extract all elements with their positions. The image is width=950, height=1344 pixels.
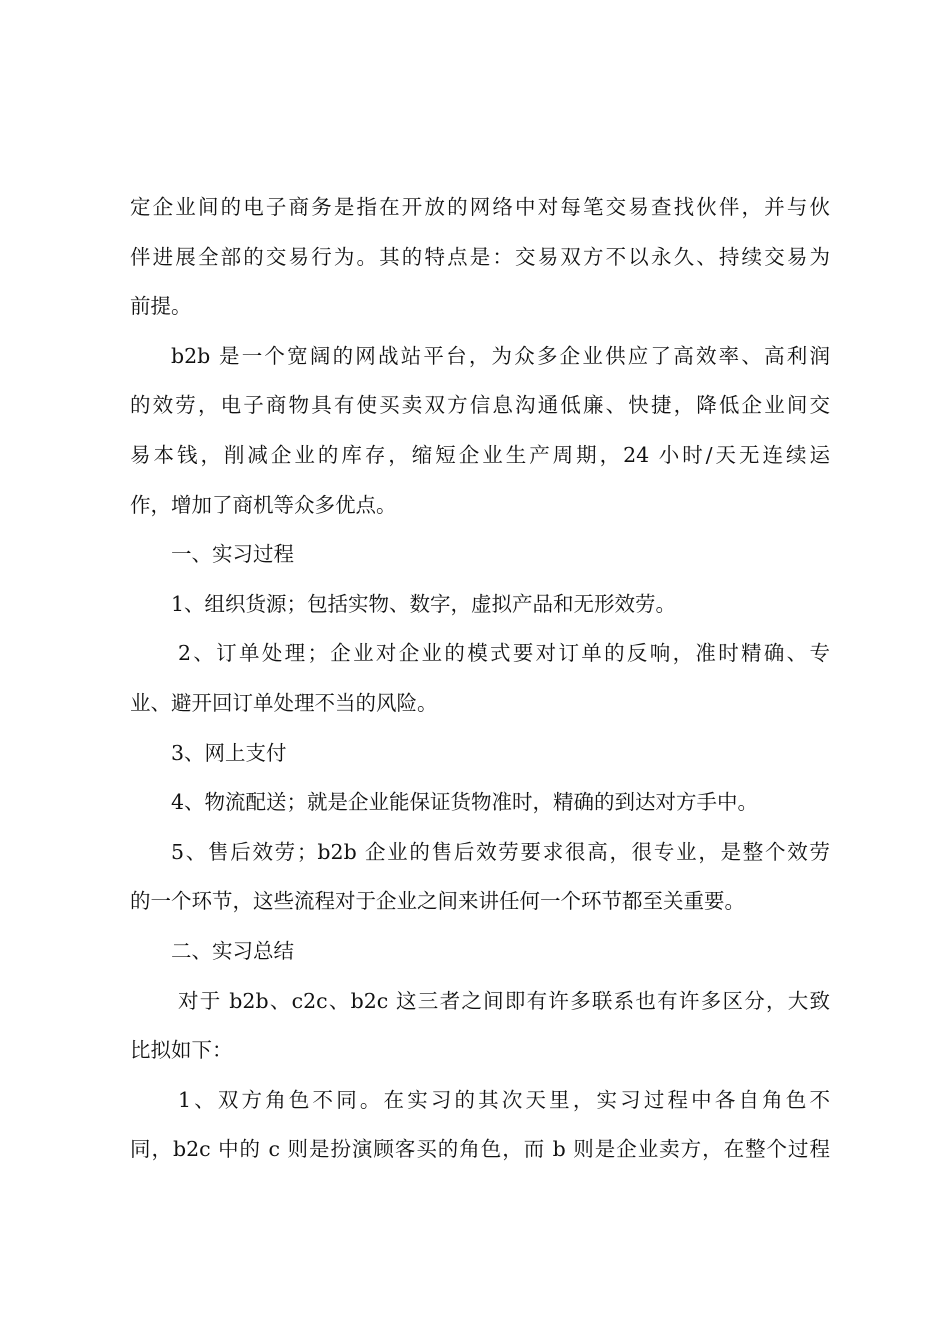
text-line: b2b 是一个宽阔的网战站平台，为众多企业供应了高效率、高利润 bbox=[171, 343, 830, 368]
list-item: 1、双方角色不同。在实习的其次天里，实习过程中各自角色不 bbox=[178, 1087, 830, 1112]
section-heading: 二、实习总结 bbox=[171, 938, 294, 963]
list-item: 5、售后效劳；b2b 企业的售后效劳要求很高，很专业，是整个效劳 bbox=[171, 839, 830, 864]
text-line: 同，b2c 中的 c 则是扮演顾客买的角色，而 b 则是企业卖方，在整个过程 bbox=[130, 1137, 830, 1162]
text-line: 伴进展全部的交易行为。其的特点是：交易双方不以永久、持续交易为 bbox=[130, 244, 830, 269]
text-line: 定企业间的电子商务是指在开放的网络中对每笔交易查找伙伴，并与伙 bbox=[130, 195, 830, 219]
list-item: 4、物流配送；就是企业能保证货物准时，精确的到达对方手中。 bbox=[171, 790, 759, 815]
text-line: 的一个环节，这些流程对于企业之间来讲任何一个环节都至关重要。 bbox=[130, 889, 745, 914]
list-item: 2、订单处理；企业对企业的模式要对订单的反响，准时精确、专 bbox=[178, 641, 830, 666]
list-item: 1、组织货源；包括实物、数字，虚拟产品和无形效劳。 bbox=[171, 591, 677, 616]
text-line: 作，增加了商机等众多优点。 bbox=[130, 492, 397, 517]
document-body bbox=[130, 183, 830, 1175]
text-line: 的效劳，电子商物具有使买卖双方信息沟通低廉、快捷，降低企业间交 bbox=[130, 393, 830, 418]
text-line: 易本钱，削减企业的库存，缩短企业生产周期，24 小时/天无连续运 bbox=[130, 442, 830, 467]
text-line: 前提。 bbox=[130, 294, 192, 319]
text-line: 业、避开回订单处理不当的风险。 bbox=[130, 690, 438, 715]
section-heading: 一、实习过程 bbox=[171, 542, 294, 567]
list-item: 3、网上支付 bbox=[171, 740, 287, 765]
text-line: 对于 b2b、c2c、b2c 这三者之间即有许多联系也有许多区分，大致 bbox=[178, 988, 830, 1013]
text-line: 比拟如下： bbox=[130, 1038, 233, 1063]
